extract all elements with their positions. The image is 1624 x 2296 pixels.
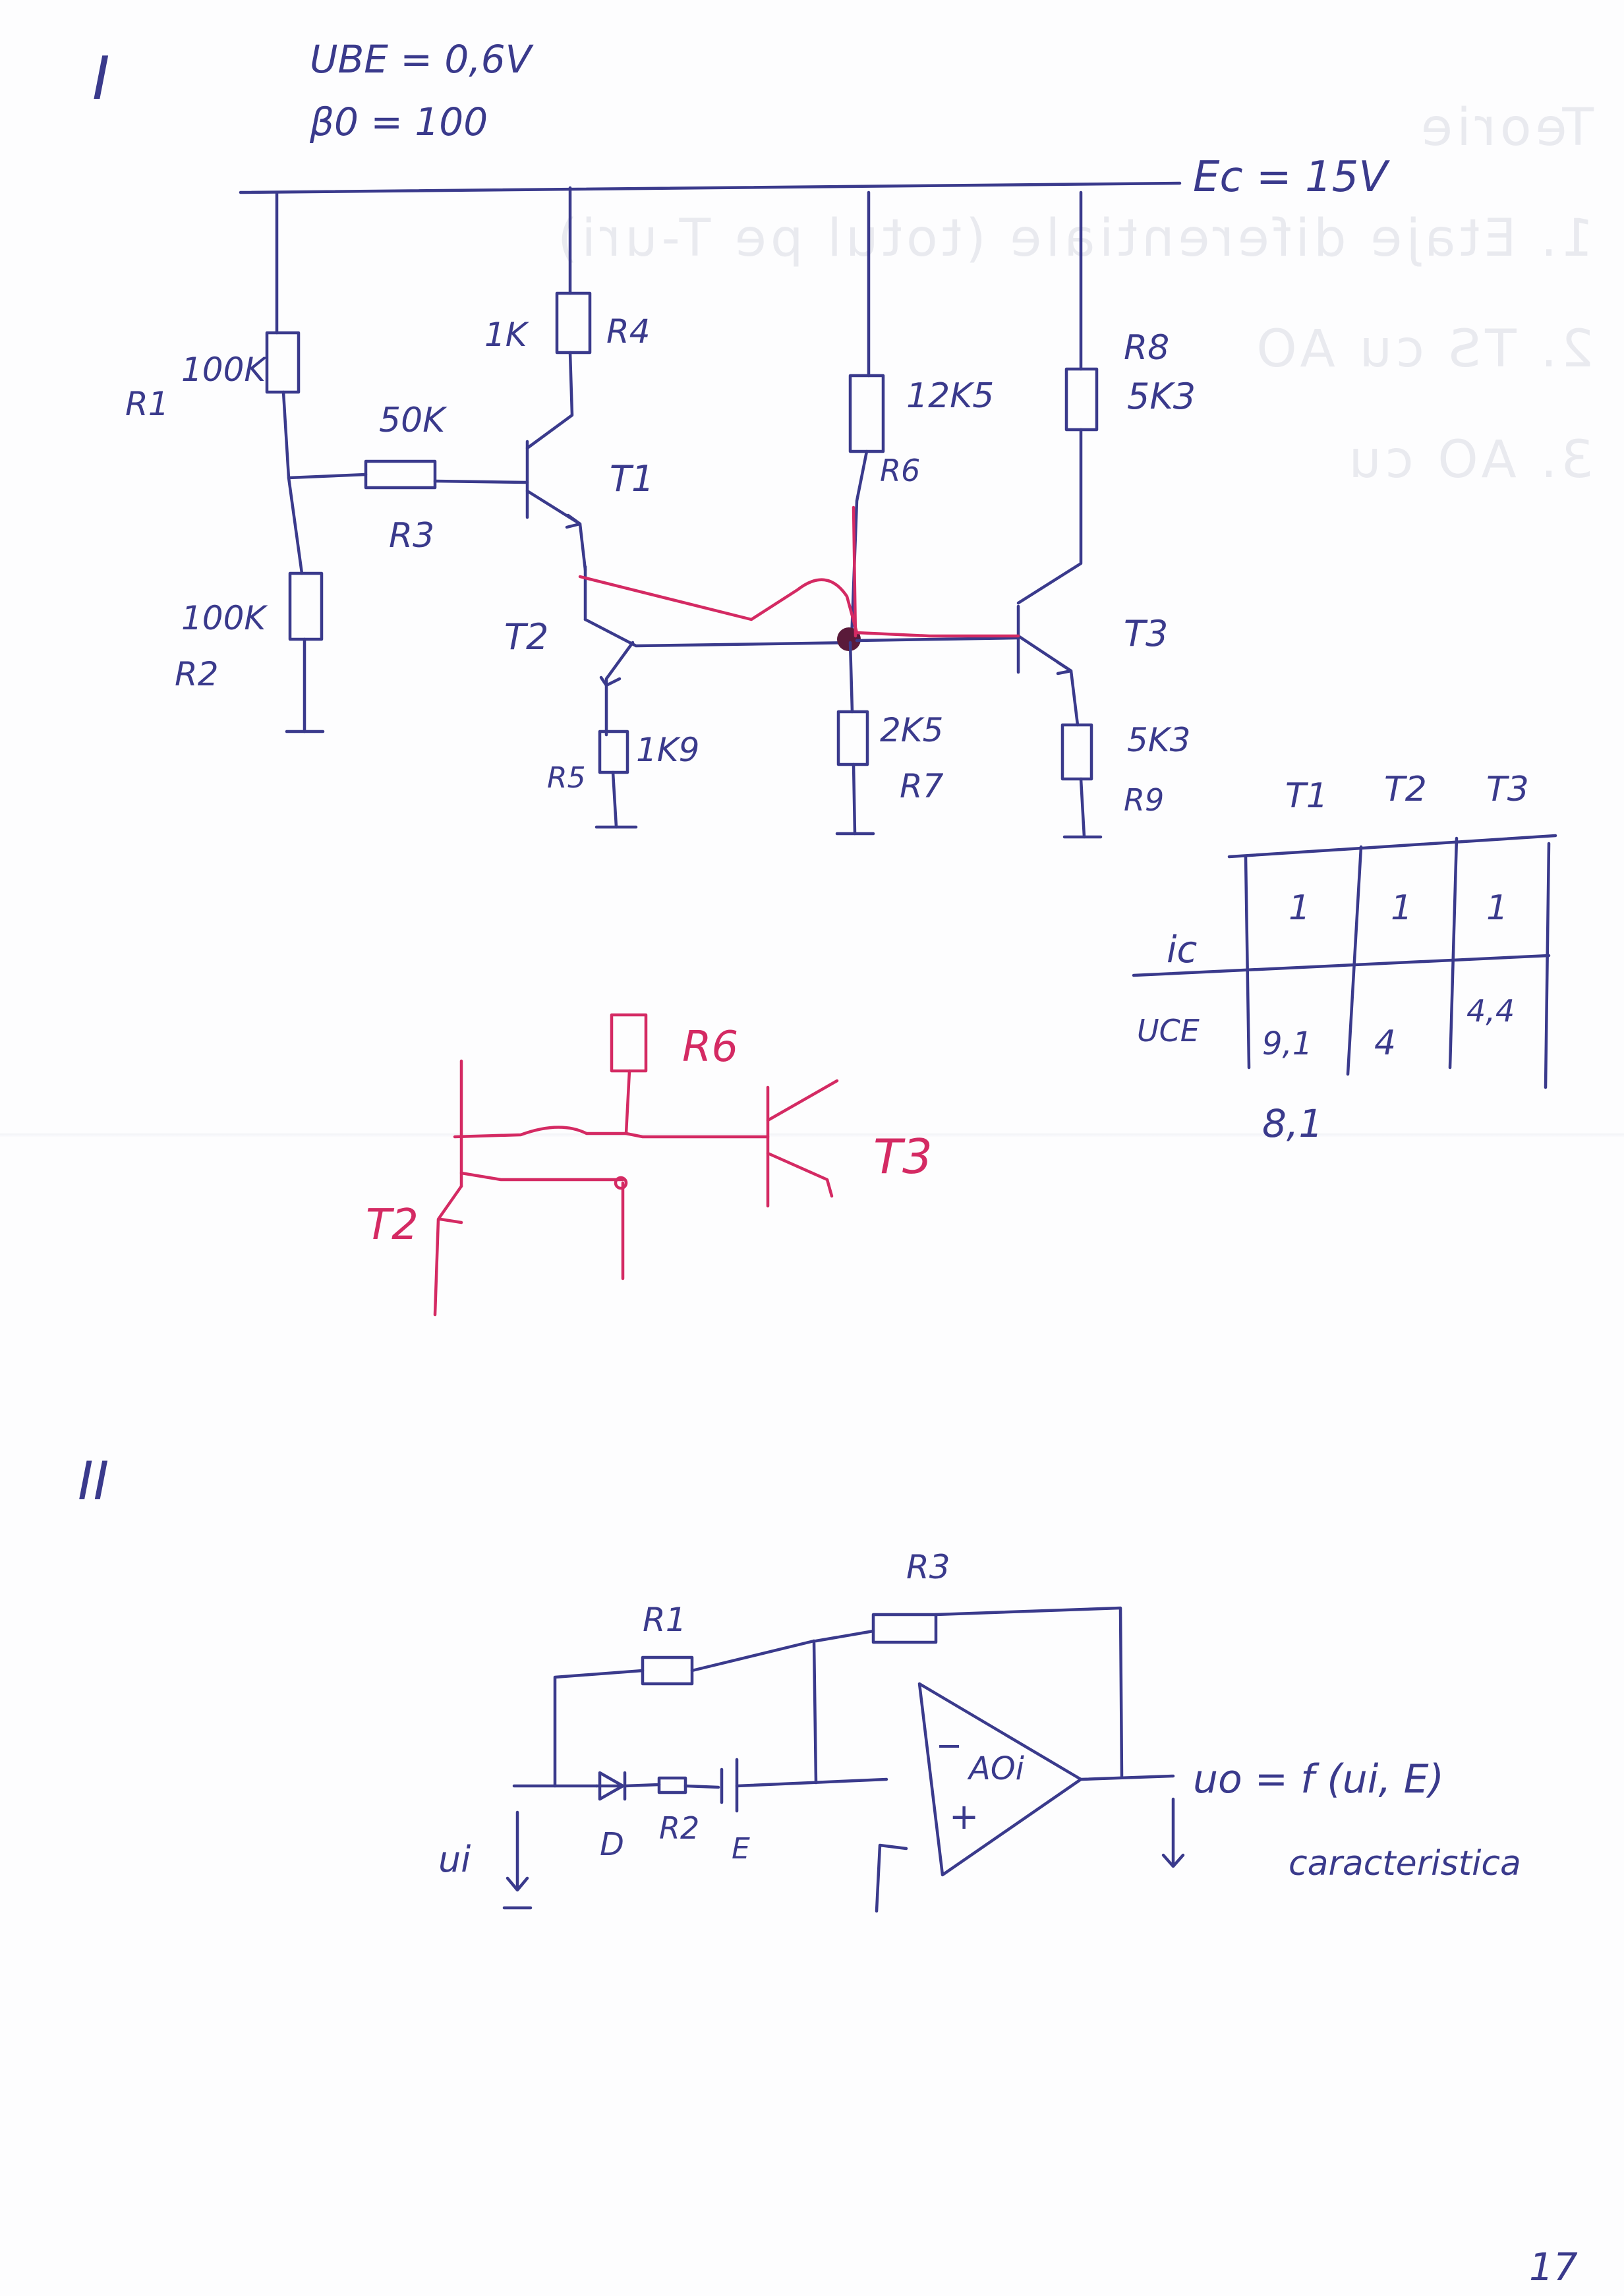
r5-value: 1K9 — [636, 731, 700, 769]
resistor-r7 — [838, 712, 867, 764]
bleed-line: 2. TS cu AO — [1252, 320, 1594, 379]
opamp-label: AOi — [969, 1750, 1024, 1787]
r3-name: R3 — [389, 516, 435, 556]
transistor-t1 — [527, 188, 590, 570]
section-1-label: I — [92, 44, 110, 113]
resistor-r5 — [600, 732, 627, 772]
bleed-line: Teorie — [1417, 98, 1594, 158]
t3-label: T3 — [1124, 613, 1169, 654]
r8-name: R8 — [1124, 328, 1170, 368]
characteristic-caption: caracteristica — [1289, 1844, 1521, 1883]
red-detail-sketch — [435, 1015, 837, 1315]
table-cell-ic-t2: 1 — [1391, 888, 1413, 928]
output-function: uo = f (ui, E) — [1193, 1756, 1444, 1802]
bleed-line: 1. Etaje diferentiale (totul pe T-uri) — [554, 209, 1594, 268]
resistor-r3 — [366, 461, 435, 488]
table-row-ic-label: ic — [1167, 929, 1198, 971]
table-cell-uce-t2: 4 — [1374, 1023, 1397, 1063]
section-2-label: II — [78, 1450, 109, 1512]
red-resistor-r6 — [612, 1015, 646, 1071]
resistor-r1 — [267, 333, 299, 392]
t2-label: T2 — [504, 616, 549, 658]
r7-value: 2K5 — [880, 711, 944, 749]
supply-rail — [241, 183, 1180, 192]
r4-value: 1K — [484, 316, 527, 354]
r4-name: R4 — [606, 312, 651, 351]
table-header-t2: T2 — [1384, 770, 1427, 809]
ii-diode-label: D — [600, 1826, 624, 1863]
opamp-circuit — [504, 1608, 1183, 1911]
r7-name: R7 — [900, 767, 944, 805]
red-correction-trace — [580, 507, 1018, 636]
ii-r1-label: R1 — [643, 1601, 687, 1639]
beta-given: β0 = 100 — [310, 100, 488, 144]
table-header-t1: T1 — [1285, 776, 1328, 816]
r3-value: 50K — [379, 401, 446, 440]
resistor-r8 — [1066, 369, 1097, 430]
table-header-t3: T3 — [1486, 770, 1529, 809]
r2-value: 100K — [181, 599, 266, 637]
opamp-plus: + — [949, 1796, 979, 1837]
opamp-minus: − — [936, 1727, 963, 1764]
r1-name: R1 — [125, 385, 169, 423]
resistor-r9 — [1062, 725, 1091, 779]
input-voltage-label: ui — [438, 1839, 471, 1880]
red-r6-label: R6 — [682, 1023, 739, 1072]
r5-name: R5 — [547, 761, 586, 795]
table-cell-uce-t1: 9,1 — [1262, 1025, 1313, 1062]
r6-value: 12K5 — [906, 376, 995, 416]
t1-label: T1 — [610, 458, 654, 500]
bleed-line: 3. AO cu — [1345, 430, 1594, 490]
supply-voltage: Ec = 15V — [1193, 153, 1388, 202]
table-cell-uce-t3: 4,4 — [1466, 993, 1515, 1029]
middle-branch — [837, 192, 883, 834]
r2-name: R2 — [175, 655, 219, 693]
ii-r2-label: R2 — [659, 1810, 700, 1846]
table-cell-ic-t3: 1 — [1486, 888, 1509, 928]
ube-given: UBE = 0,6V — [310, 37, 532, 82]
table-note-correction: 8,1 — [1262, 1101, 1323, 1146]
r8-value: 5K3 — [1127, 376, 1196, 417]
r1-value: 100K — [181, 351, 266, 389]
resistor-r4 — [557, 293, 590, 353]
resistor-r6 — [850, 376, 883, 451]
divider-branch — [267, 192, 323, 732]
resistor-ii-r3 — [873, 1615, 936, 1642]
transistor-t2 — [585, 567, 857, 827]
table-row-uce-label: UCE — [1137, 1013, 1200, 1048]
red-t2-label: T2 — [366, 1201, 419, 1249]
base-resistor-branch — [289, 461, 527, 488]
r9-value: 5K3 — [1127, 721, 1191, 759]
resistor-ii-r2 — [659, 1778, 685, 1793]
resistor-r2 — [290, 573, 322, 639]
red-t3-label: T3 — [873, 1129, 933, 1184]
r9-name: R9 — [1124, 782, 1165, 818]
r6-name: R6 — [880, 453, 921, 488]
resistor-ii-r1 — [643, 1657, 692, 1684]
ii-r3-label: R3 — [906, 1548, 950, 1586]
page-number: 17 — [1529, 2245, 1578, 2289]
ii-source-label: E — [732, 1832, 750, 1866]
table-cell-ic-t1: 1 — [1289, 888, 1311, 928]
